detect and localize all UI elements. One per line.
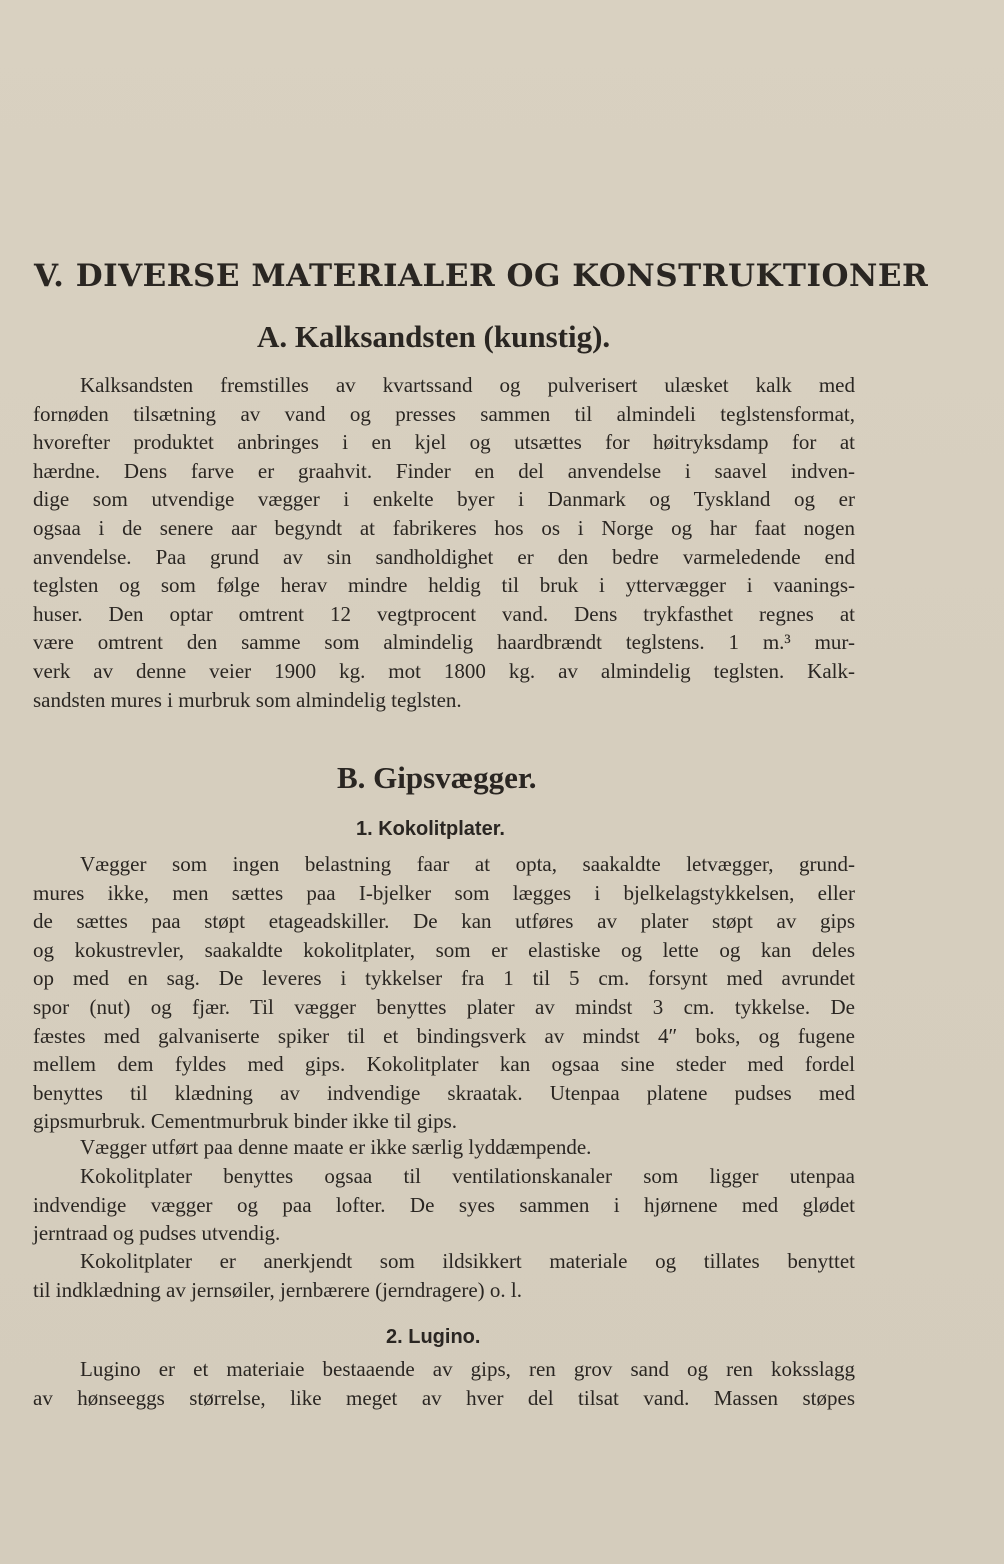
text-line: av hønseeggs størrelse, like meget av hver del tilsat vand. Massen støpes <box>33 1385 855 1410</box>
text-line: indvendige vægger og paa lofter. De syes sammen i hjørnene med glødet <box>33 1192 855 1217</box>
paragraph-kokolitplater-3 <box>33 1162 855 1248</box>
text-line: huser. Den optar omtrent 12 vegtprocent vand. Dens trykfasthet regnes at <box>33 601 855 626</box>
text-line: mures ikke, men sættes paa I-bjelker som lægges i bjelkelagstykkelsen, eller <box>33 880 855 905</box>
subsection-title-lugino: 2. Lugino. <box>386 1326 481 1348</box>
text-line: fornøden tilsætning av vand og presses sammen til almindeli teglstensformat, <box>33 401 855 426</box>
text-line: jerntraad og pudses utvendig. <box>33 1221 281 1246</box>
chapter-title: V. DIVERSE MATERIALER OG KONSTRUKTIONER <box>34 258 929 294</box>
text-line: fæstes med galvaniserte spiker til et bindingsverk av mindst 4″ boks, og fugene <box>33 1023 855 1048</box>
text-line: de sættes paa støpt etageadskiller. De kan utføres av plater støpt av gips <box>33 909 855 934</box>
subsection-title-kokolitplater: 1. Kokolitplater. <box>356 818 505 840</box>
text-line: gipsmurbruk. Cementmurbruk binder ikke til gips. <box>33 1109 458 1134</box>
text-line: være omtrent den samme som almindelig haardbrændt teglstens. 1 m.³ mur- <box>33 630 855 655</box>
text-line: hvorefter produktet anbringes i en kjel og utsættes for høitryksdamp for at <box>33 430 855 455</box>
text-line: til indklædning av jernsøiler, jernbærere (jerndragere) o. l. <box>33 1277 522 1302</box>
text-line: sandsten mures i murbruk som almindelig teglsten. <box>33 687 462 712</box>
text-line: ogsaa i de senere aar begyndt at fabrikeres hos os i Norge og har faat nogen <box>33 515 855 540</box>
paragraph-kokolitplater-1 <box>33 850 855 1136</box>
paragraph-kalksandsten <box>33 371 855 714</box>
paragraph-kokolitplater-2 <box>33 1133 855 1162</box>
paragraph-lugino <box>33 1355 855 1412</box>
text-line: og kokustrevler, saakaldte kokolitplater, som er elastiske og lette og kan deles <box>33 937 855 962</box>
text-line: Kokolitplater benyttes ogsaa til ventilationskanaler som ligger utenpaa <box>80 1164 855 1188</box>
paragraph-kokolitplater-4 <box>33 1247 855 1304</box>
text-line: Vægger utført paa denne maate er ikke særlig lyddæmpende. <box>80 1135 592 1159</box>
text-line: Kalksandsten fremstilles av kvartssand og pulverisert ulæsket kalk med <box>80 373 855 397</box>
text-line: spor (nut) og fjær. Til vægger benyttes plater av mindst 3 cm. tykkelse. De <box>33 994 855 1019</box>
text-line: hærdne. Dens farve er graahvit. Finder en del anvendelse i saavel indven- <box>33 458 855 483</box>
text-line: Kokolitplater er anerkjendt som ildsikkert materiale og tillates benyttet <box>80 1249 855 1273</box>
text-line: verk av denne veier 1900 kg. mot 1800 kg. av almindelig teglsten. Kalk- <box>33 658 855 683</box>
text-line: Lugino er et materiaie bestaaende av gips, ren grov sand og ren koksslagg <box>80 1357 855 1381</box>
text-line: anvendelse. Paa grund av sin sandholdighet er den bedre varmeledende end <box>33 544 855 569</box>
text-line: op med en sag. De leveres i tykkelser fra 1 til 5 cm. forsynt med avrundet <box>33 966 855 991</box>
text-line: Vægger som ingen belastning faar at opta, saakaldte letvægger, grund- <box>80 852 855 876</box>
section-title-gipsvaegger: B. Gipsvægger. <box>337 760 537 795</box>
text-line: teglsten og som følge herav mindre heldig til bruk i yttervægger i vaanings- <box>33 573 855 598</box>
text-line: mellem dem fyldes med gips. Kokolitplater kan ogsaa sine steder med fordel <box>33 1052 855 1077</box>
text-line: dige som utvendige vægger i enkelte byer i Danmark og Tyskland og er <box>33 487 855 512</box>
text-line: benyttes til klædning av indvendige skraatak. Utenpaa platene pudses med <box>33 1080 855 1105</box>
section-title-kalksandsten: A. Kalksandsten (kunstig). <box>257 319 611 354</box>
